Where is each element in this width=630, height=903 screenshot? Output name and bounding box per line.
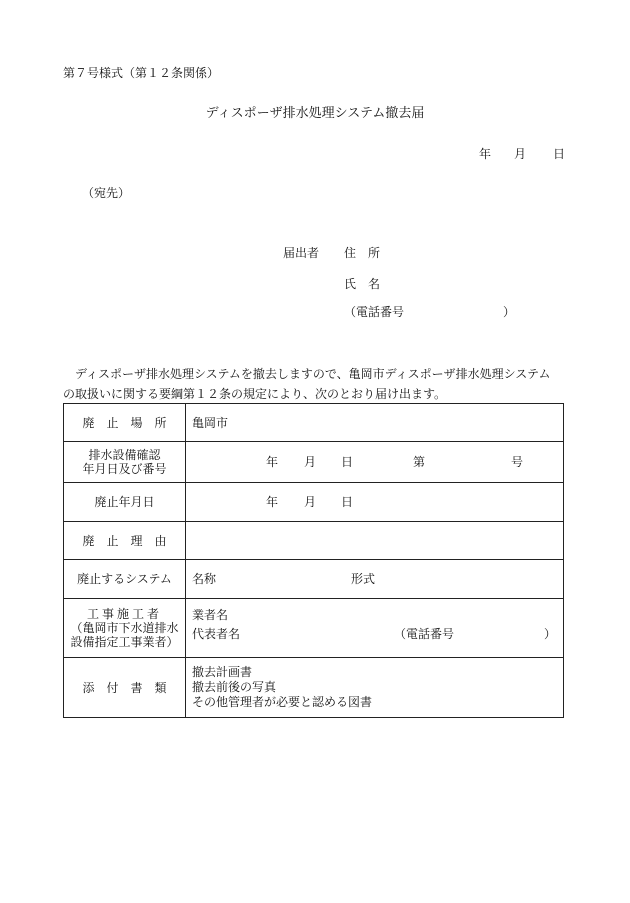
confirmation-month: 月 — [304, 455, 317, 469]
body-line-1: ディスポーザ排水処理システムを撤去しますので、亀岡市ディスポーザ排水処理システム — [63, 367, 551, 381]
confirmation-year: 年 — [266, 455, 279, 469]
attachment-item: その他管理者が必要と認める図書 — [192, 695, 373, 709]
form-number: 第７号様式（第１２条関係） — [63, 66, 220, 80]
confirmation-label — [64, 442, 186, 483]
abolish-year: 年 — [266, 495, 279, 509]
row-location — [64, 404, 564, 442]
date-month-label: 月 — [514, 147, 527, 161]
row-reason — [64, 522, 564, 560]
body-text — [63, 364, 568, 404]
applicant-label: 届出者 — [283, 246, 320, 260]
confirmation-label-line1: 排水設備確認 — [88, 448, 161, 462]
location-label: 廃 止 場 所 — [64, 404, 186, 442]
abolish-date-value[interactable] — [186, 483, 564, 522]
attachments-label: 添 付 書 類 — [64, 658, 186, 718]
contractor-label — [64, 599, 186, 658]
applicant-phone-label: （電話番号 — [344, 305, 405, 319]
contractor-phone-close: ） — [544, 627, 557, 641]
row-attachments — [64, 658, 564, 718]
system-model-label: 形式 — [351, 572, 376, 586]
applicant-address-label: 住 所 — [344, 246, 381, 260]
contractor-phone-label: （電話番号 — [394, 627, 455, 641]
attachments-value — [186, 658, 564, 718]
confirmation-day: 日 — [341, 455, 354, 469]
contractor-value[interactable] — [186, 599, 564, 658]
confirmation-label-line2: 年月日及び番号 — [82, 462, 167, 476]
applicant-name-label: 氏 名 — [344, 277, 381, 291]
contractor-company-label: 業者名 — [192, 608, 229, 622]
row-abolish-date — [64, 483, 564, 522]
attachment-item: 撤去前後の写真 — [192, 680, 277, 694]
contractor-label-line2: （亀岡市下水道排水 — [70, 621, 179, 635]
row-confirmation — [64, 442, 564, 483]
document-title: ディスポーザ排水処理システム撤去届 — [205, 106, 425, 121]
confirmation-number: 号 — [511, 455, 524, 469]
contractor-label-line3: 設備指定工事業者） — [70, 635, 179, 649]
abolish-date-label: 廃止年月日 — [64, 483, 186, 522]
contractor-rep-label: 代表者名 — [192, 627, 241, 641]
contractor-label-line1: 工事施工者 — [86, 607, 162, 621]
attachment-item: 撤去計画書 — [192, 665, 253, 679]
reason-value[interactable] — [186, 522, 564, 560]
addressee: （宛先） — [82, 186, 131, 200]
row-system — [64, 560, 564, 599]
system-name-label: 名称 — [192, 572, 217, 586]
reason-label: 廃 止 理 由 — [64, 522, 186, 560]
form-table — [63, 403, 564, 718]
location-value[interactable]: 亀岡市 — [186, 404, 564, 442]
confirmation-value[interactable] — [186, 442, 564, 483]
date-year-label: 年 — [479, 147, 492, 161]
date-day-label: 日 — [553, 147, 566, 161]
abolish-day: 日 — [341, 495, 354, 509]
confirmation-no: 第 — [413, 455, 426, 469]
body-line-2: の取扱いに関する要綱第１２条の規定により、次のとおり届け出ます。 — [63, 387, 447, 401]
system-label: 廃止するシステム — [64, 560, 186, 599]
abolish-month: 月 — [304, 495, 317, 509]
applicant-phone-close: ） — [503, 305, 516, 319]
system-value[interactable] — [186, 560, 564, 599]
row-contractor — [64, 599, 564, 658]
